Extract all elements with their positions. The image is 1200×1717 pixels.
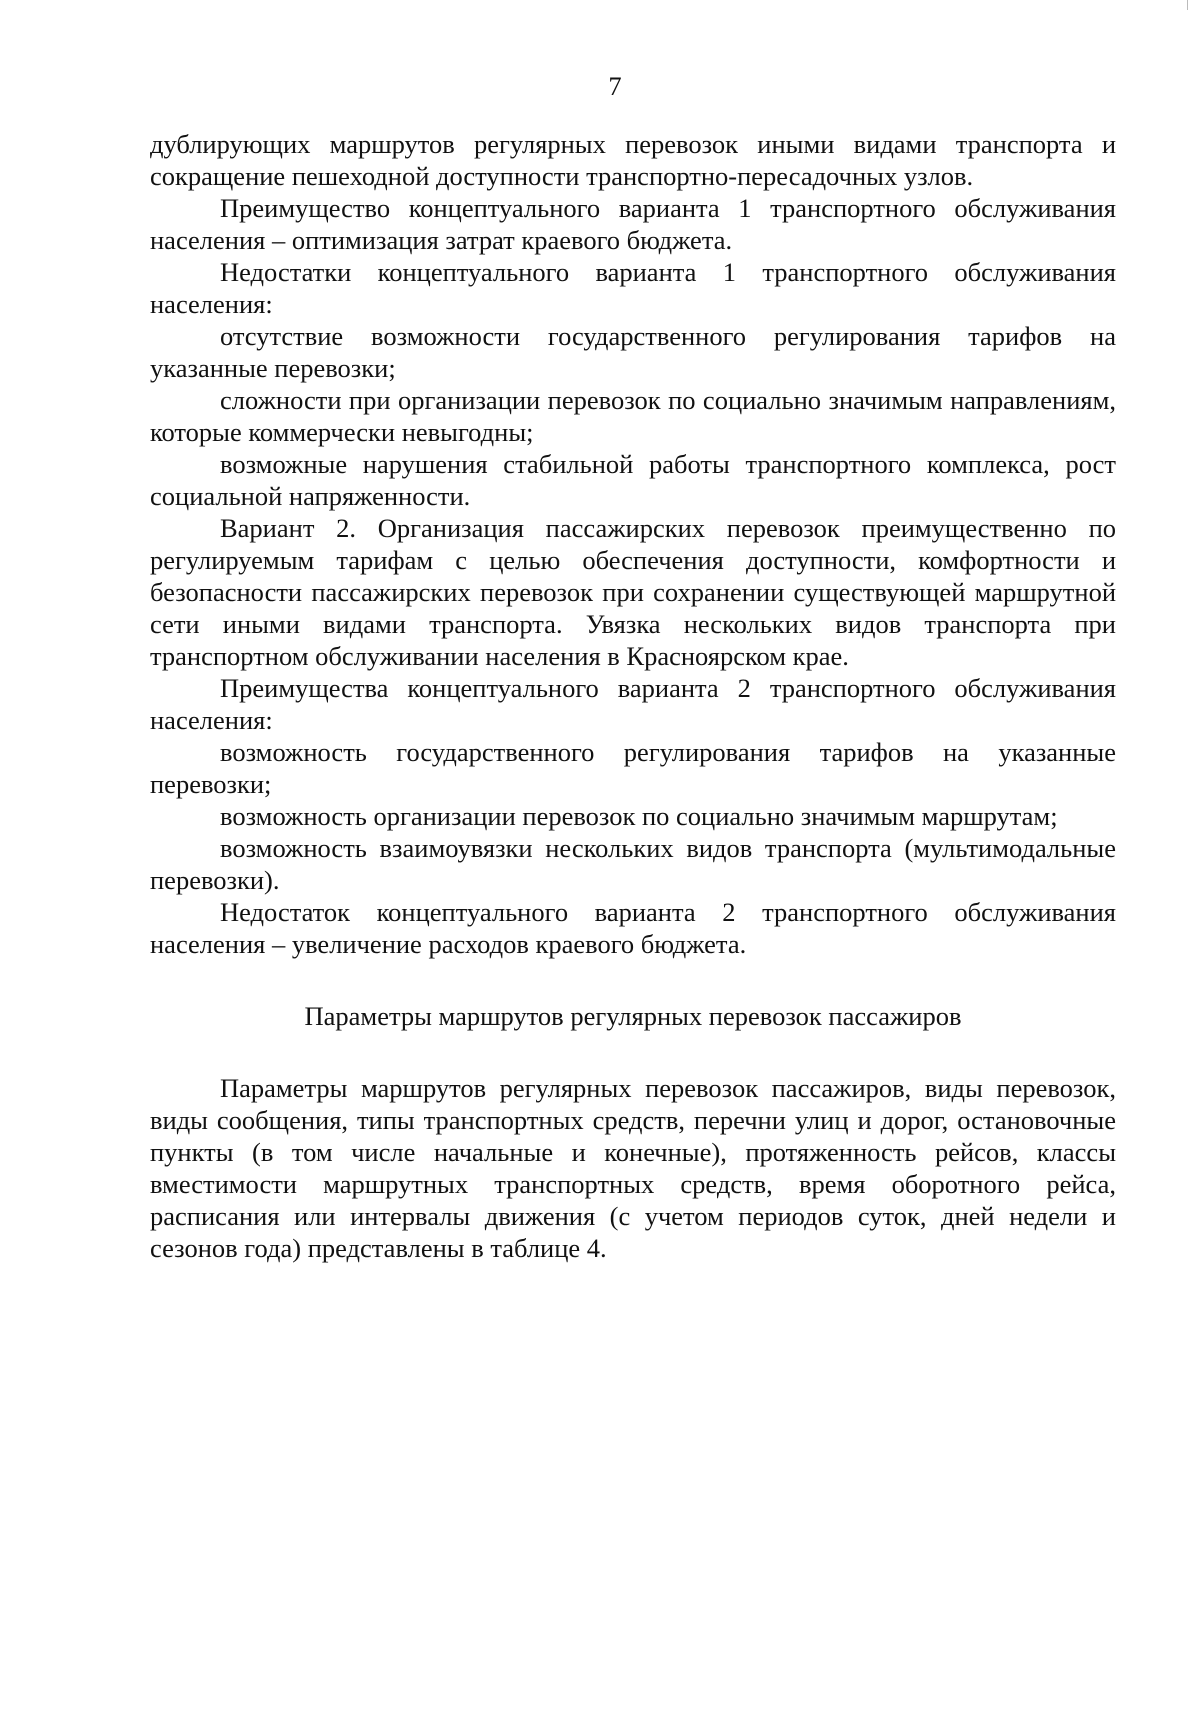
paragraph-variant2: Вариант 2. Организация пассажирских перевозок преимущественно по регулируемым тарифам с целью обеспечения доступности, комфортности и безопасности пассажирских перевозок при сохранении существующей маршрутной сети иными видами транспорта. Увязка нескольких видов транспорта при транспортном обслуживании населения в Красноярском крае.: [150, 513, 1116, 671]
section-heading: Параметры маршрутов регулярных перевозок пассажиров: [304, 1001, 962, 1031]
list-item: возможность организации перевозок по социально значимым маршрутам;: [220, 801, 1058, 831]
paragraph-variant2-disadvantage: Недостаток концептуального варианта 2 транспортного обслуживания населения – увеличение расходов краевого бюджета.: [150, 897, 1116, 959]
paragraph-continuation: дублирующих маршрутов регулярных перевозок иными видами транспорта и сокращение пешеходной доступности транспортно-пересадочных узлов.: [150, 129, 1116, 191]
list-item: возможные нарушения стабильной работы транспортного комплекса, рост социальной напряженности.: [150, 449, 1116, 511]
paragraph-variant1-advantage: Преимущество концептуального варианта 1 транспортного обслуживания населения – оптимизация затрат краевого бюджета.: [150, 193, 1116, 255]
list-item: возможность взаимоувязки нескольких видов транспорта (мультимодальные перевозки).: [150, 833, 1116, 895]
list-item: отсутствие возможности государственного регулирования тарифов на указанные перевозки;: [150, 321, 1116, 383]
paragraph-variant1-disadvantages: Недостатки концептуального варианта 1 транспортного обслуживания населения:: [150, 257, 1116, 319]
page-number: 7: [608, 71, 622, 101]
list-item: возможность государственного регулирования тарифов на указанные перевозки;: [150, 737, 1116, 799]
document-body: [150, 128, 1116, 1264]
scan-edge-mark: [1187, 0, 1188, 10]
list-item: сложности при организации перевозок по социально значимым направлениям, которые коммерчески невыгодны;: [150, 385, 1116, 447]
paragraph-route-parameters: Параметры маршрутов регулярных перевозок пассажиров, виды перевозок, виды сообщения, типы транспортных средств, перечни улиц и дорог, остановочные пункты (в том числе начальные и конечные), протяженность рейсов, классы вместимости маршрутных транспортных средств, время оборотного рейса, расписания или интервалы движения (с учетом периодов суток, дней недели и сезонов года) представлены в таблице 4.: [150, 1073, 1116, 1263]
paragraph-variant2-advantages: Преимущества концептуального варианта 2 транспортного обслуживания населения:: [150, 673, 1116, 735]
